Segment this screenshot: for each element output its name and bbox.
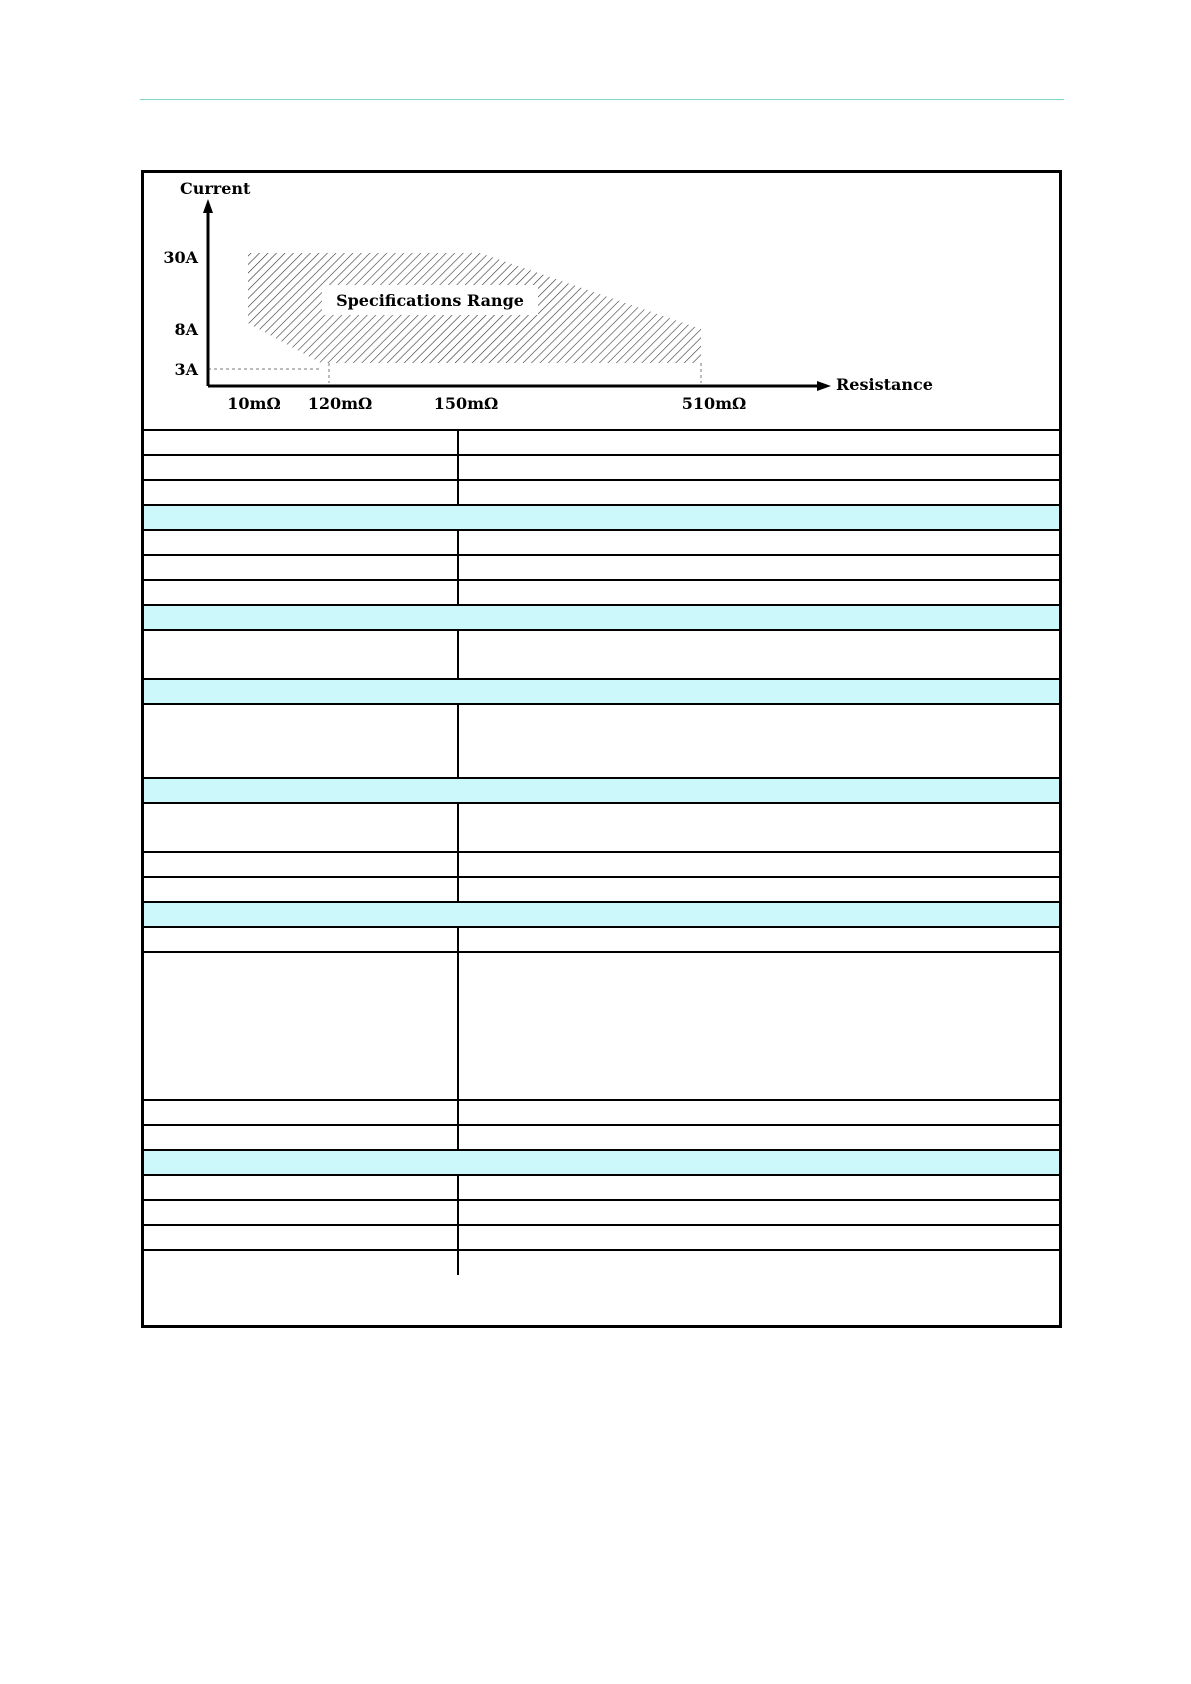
spec-value-cell — [458, 1250, 1059, 1275]
table-row — [144, 530, 1059, 555]
table-row — [144, 927, 1059, 952]
spec-value-cell — [458, 852, 1059, 877]
spec-label-cell — [144, 430, 458, 455]
table-row — [144, 630, 1059, 679]
x-axis-title: Resistance — [836, 375, 933, 394]
table-row — [144, 555, 1059, 580]
section-header-cell — [144, 679, 1059, 704]
spec-label-cell — [144, 1100, 458, 1125]
spec-label-cell — [144, 1175, 458, 1200]
spec-value-cell — [458, 580, 1059, 605]
section-header-row — [144, 679, 1059, 704]
spec-label-cell — [144, 803, 458, 852]
y-axis-arrow — [203, 199, 213, 213]
spec-value-cell — [458, 1125, 1059, 1150]
table-row — [144, 580, 1059, 605]
section-header-row — [144, 902, 1059, 927]
y-tick-label-30a: 30A — [163, 248, 198, 267]
table-row — [144, 1200, 1059, 1225]
table-row — [144, 704, 1059, 778]
section-header-row — [144, 1150, 1059, 1175]
spec-value-cell — [458, 480, 1059, 505]
spec-value-cell — [458, 430, 1059, 455]
y-axis-title: Current — [180, 179, 251, 198]
spec-label-cell — [144, 480, 458, 505]
section-header-cell — [144, 778, 1059, 803]
spec-label-cell — [144, 952, 458, 1100]
x-tick-label-150m: 150mΩ — [433, 394, 499, 413]
spec-label-cell — [144, 580, 458, 605]
table-row — [144, 1250, 1059, 1275]
spec-value-cell — [458, 555, 1059, 580]
table-row — [144, 803, 1059, 852]
x-tick-label-10m: 10mΩ — [227, 394, 281, 413]
spec-value-cell — [458, 1200, 1059, 1225]
spec-label-cell — [144, 852, 458, 877]
table-row — [144, 1225, 1059, 1250]
x-tick-label-120m: 120mΩ — [307, 394, 373, 413]
y-tick-label-8a: 8A — [174, 320, 198, 339]
spec-value-cell — [458, 1100, 1059, 1125]
spec-value-cell — [458, 877, 1059, 902]
x-axis-arrow — [817, 381, 831, 391]
table-row — [144, 952, 1059, 1100]
operating-range-chart — [144, 173, 1059, 429]
spec-label-cell — [144, 1250, 458, 1275]
table-row — [144, 852, 1059, 877]
chart-svg — [144, 173, 1059, 429]
x-tick-label-510m: 510mΩ — [681, 394, 747, 413]
spec-label-cell — [144, 1125, 458, 1150]
section-header-row — [144, 778, 1059, 803]
section-header-row — [144, 505, 1059, 530]
spec-value-cell — [458, 630, 1059, 679]
table-row — [144, 877, 1059, 902]
spec-value-cell — [458, 927, 1059, 952]
spec-label-cell — [144, 1200, 458, 1225]
spec-value-cell — [458, 530, 1059, 555]
section-header-cell — [144, 902, 1059, 927]
spec-label-cell — [144, 455, 458, 480]
table-row — [144, 1125, 1059, 1150]
spec-label-cell — [144, 555, 458, 580]
table-row — [144, 1175, 1059, 1200]
section-header-row — [144, 605, 1059, 630]
section-header-cell — [144, 505, 1059, 530]
section-header-cell — [144, 605, 1059, 630]
spec-range-label: Specifications Range — [336, 291, 524, 310]
y-tick-label-3a: 3A — [174, 360, 198, 379]
table-row — [144, 455, 1059, 480]
spec-value-cell — [458, 952, 1059, 1100]
spec-value-cell — [458, 455, 1059, 480]
spec-label-cell — [144, 630, 458, 679]
spec-label-cell — [144, 927, 458, 952]
spec-label-cell — [144, 877, 458, 902]
spec-value-cell — [458, 1225, 1059, 1250]
spec-label-cell — [144, 704, 458, 778]
spec-frame — [141, 170, 1062, 1328]
spec-label-cell — [144, 530, 458, 555]
table-row — [144, 1100, 1059, 1125]
spec-table — [144, 429, 1059, 1275]
spec-value-cell — [458, 1175, 1059, 1200]
spec-table-body — [144, 430, 1059, 1275]
header-rule — [140, 99, 1064, 100]
spec-value-cell — [458, 704, 1059, 778]
section-header-cell — [144, 1150, 1059, 1175]
spec-label-cell — [144, 1225, 458, 1250]
table-row — [144, 480, 1059, 505]
spec-value-cell — [458, 803, 1059, 852]
table-row — [144, 430, 1059, 455]
